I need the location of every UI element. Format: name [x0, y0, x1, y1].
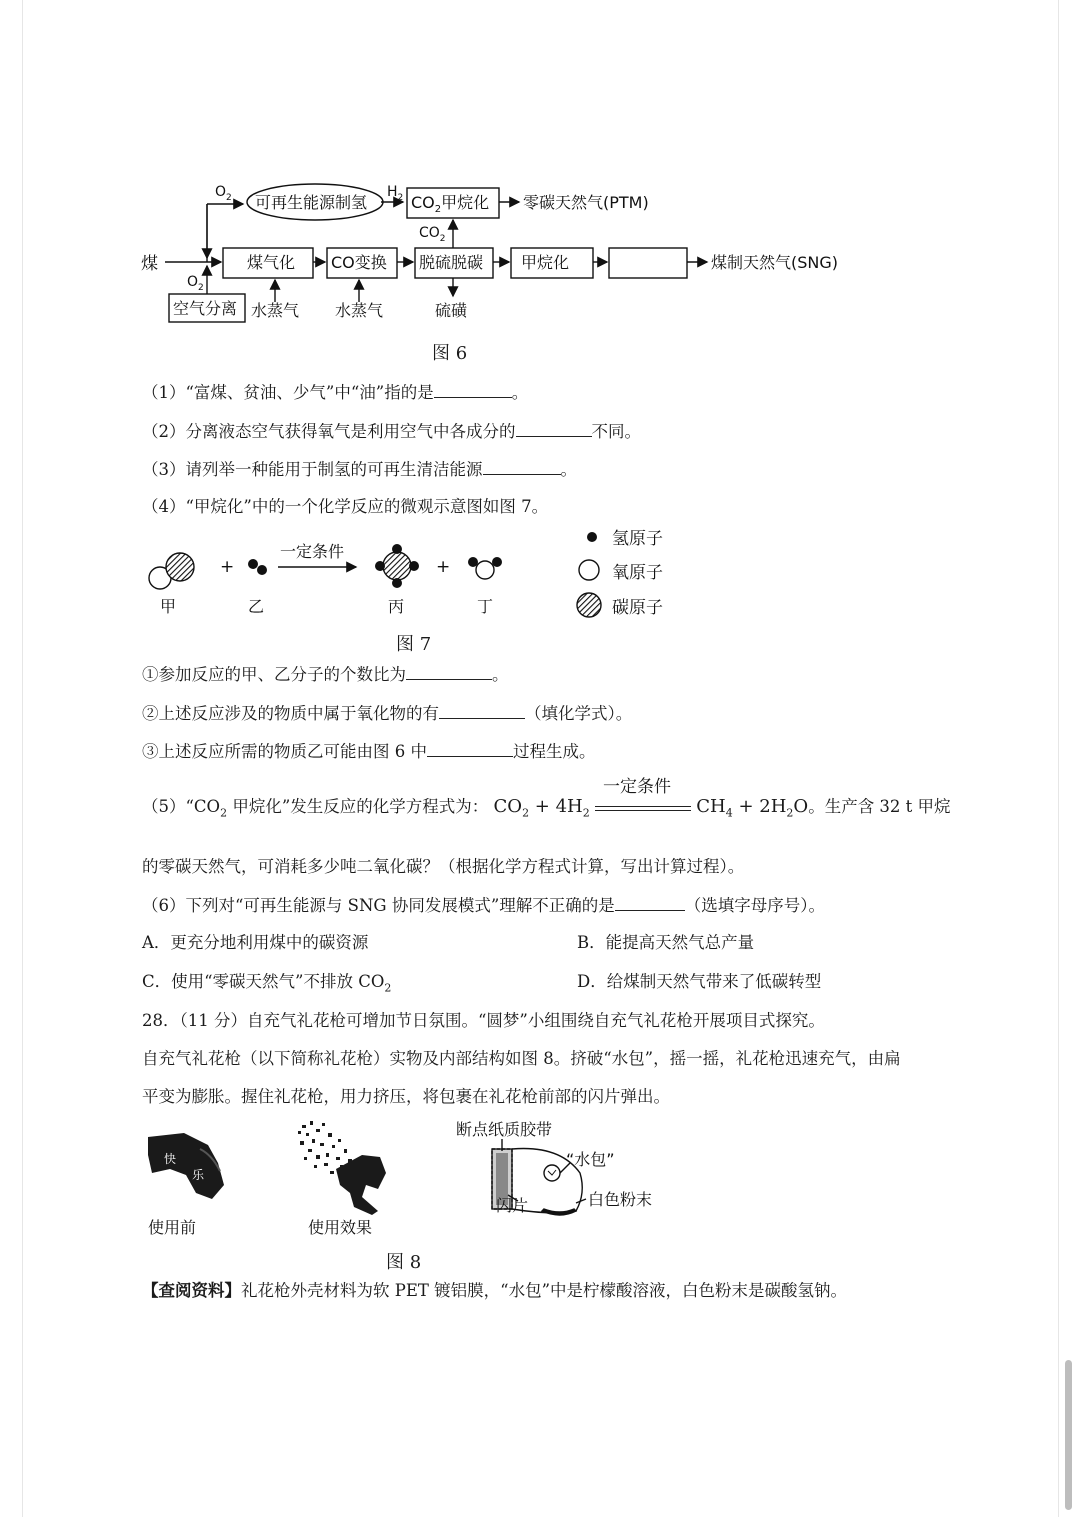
answer-blank-2 [516, 420, 592, 437]
answer-blank-1 [434, 381, 512, 398]
steam-label-2: 水蒸气 [335, 301, 384, 320]
question-6: （6）下列对“可再生能源与 SNG 协同发展模式”理解不正确的是 （选填字母序号）。 [142, 896, 826, 915]
label-water-bag: “水包” [566, 1150, 615, 1169]
answer-blank-4-1 [406, 663, 492, 680]
popper-before-image [148, 1133, 224, 1199]
question-3: （3）请列举一种能用于制氢的可再生清洁能源 。 [142, 460, 577, 479]
label-use-effect: 使用效果 [308, 1218, 373, 1237]
option-b: B．能提高天然气总产量 [577, 933, 755, 952]
figure-7-caption: 图 7 [396, 634, 432, 655]
o2-label-top: $O_2$ [215, 184, 232, 203]
h2-label: $H_2$ [387, 184, 404, 203]
label-jia: 甲 [160, 597, 177, 616]
page-right-edge [1058, 0, 1059, 1517]
equation-right: $CH_4 + 2H_2O$ [696, 796, 809, 820]
figure-7-molecule-diagram [140, 525, 700, 625]
option-d: D．给煤制天然气带来了低碳转型 [577, 972, 822, 991]
figure-8-party-popper [140, 1115, 680, 1245]
reference-material: 【查阅资料】礼花枪外壳材料为软 PET 镀铝膜，“水包”中是柠檬酸溶液，白色粉末是碳酸氢钠。 [142, 1281, 848, 1300]
figure-6-flowchart [135, 170, 839, 330]
answer-blank-4-3 [427, 740, 513, 757]
legend-hydrogen: 氢原子 [612, 529, 663, 549]
question-4-2: ②上述反应涉及的物质中属于氧化物的有 （填化学式）。 [142, 704, 633, 723]
question-1: （1）“富煤、贫油、少气”中“油”指的是 。 [142, 383, 529, 402]
label-yi: 乙 [248, 597, 265, 616]
reference-label: 【查阅资料】 [142, 1281, 241, 1300]
plus-sign-1: + [220, 557, 235, 577]
scrollbar-thumb[interactable] [1065, 1360, 1072, 1510]
equation-condition: 一定条件 [603, 776, 671, 797]
question-5-line-2: 的零碳天然气，可消耗多少吨二氧化碳？（根据化学方程式计算，写出计算过程）。 [142, 857, 745, 876]
coal-label: 煤 [141, 254, 158, 274]
legend-carbon: 碳原子 [612, 598, 663, 618]
question-4: （4）“甲烷化”中的一个化学反应的微观示意图如图 7。 [142, 497, 549, 516]
option-c: C．使用“零碳天然气”不排放 $CO_2$ [142, 972, 392, 995]
co-shift-node: CO变换 [331, 253, 387, 272]
steam-label-1: 水蒸气 [251, 301, 300, 320]
co2-label: $CO_2$ [419, 225, 446, 244]
answer-blank-4-2 [439, 702, 525, 719]
question-2: （2）分离液态空气获得氧气是利用空气中各成分的 不同。 [142, 422, 641, 441]
renewable-hydrogen-node: 可再生能源制氢 [255, 193, 368, 212]
desulfurization-node: 脱硫脱碳 [419, 253, 484, 272]
o2-label-bottom: $O_2$ [187, 274, 204, 293]
label-flakes: 闪片 [496, 1196, 529, 1215]
sulfur-label: 硫磺 [435, 301, 468, 320]
question-28-line-1: 28．（11 分）自充气礼花枪可增加节日氛围。“圆梦”小组围绕自充气礼花枪开展项目式探究。 [142, 1011, 825, 1030]
question-5: $(5)“CO_2$ 甲烷化”发生反应的化学方程式为： $CO_2 + 4H_2$ 一定条件 $CH_4 + 2H_2O$。生产含 32 t 甲烷 [142, 776, 951, 820]
question-4-3: ③上述反应所需的物质乙可能由图 6 中 过程生成。 [142, 742, 596, 761]
popper-effect-image [298, 1121, 386, 1215]
sng-output: 煤制天然气(SNG) [711, 253, 839, 272]
ptm-output: 零碳天然气(PTM) [523, 193, 649, 212]
label-before-use: 使用前 [148, 1218, 197, 1237]
answer-blank-3 [483, 458, 561, 475]
question-28-line-2: 自充气礼花枪（以下简称礼花枪）实物及内部结构如图 8。挤破“水包”，摇一摇，礼花枪迅速充气，由扁 [142, 1049, 901, 1068]
popper-sticker-1: 快 [164, 1152, 177, 1166]
plus-sign-2: + [436, 557, 451, 577]
figure-8-caption: 图 8 [386, 1252, 422, 1273]
figure-6-caption: 图 6 [432, 343, 468, 364]
question-28-line-3: 平变为膨胀。握住礼花枪，用力挤压，将包裹在礼花枪前部的闪片弹出。 [142, 1087, 670, 1106]
equation-arrow [595, 776, 691, 818]
answer-blank-6 [615, 894, 685, 911]
methanation-node: 甲烷化 [521, 253, 570, 272]
page-left-edge [22, 0, 23, 1517]
gasification-node: 煤气化 [247, 253, 296, 272]
equation-left: $CO_2 + 4H_2$ [493, 796, 590, 820]
reaction-condition: 一定条件 [280, 542, 345, 561]
label-bing: 丙 [388, 597, 405, 616]
co2-methanation-node: $CO_2$甲烷化 [411, 193, 490, 215]
option-a: A．更充分地利用煤中的碳资源 [142, 933, 369, 952]
legend-oxygen: 氧原子 [612, 563, 663, 583]
popper-sticker-2: 乐 [192, 1168, 205, 1182]
question-4-1: ①参加反应的甲、乙分子的个数比为 。 [142, 665, 509, 684]
label-ding: 丁 [477, 597, 494, 616]
label-white-powder: 白色粉末 [588, 1190, 653, 1209]
air-separation-node: 空气分离 [173, 299, 238, 318]
label-paper-tape: 断点纸质胶带 [456, 1120, 553, 1139]
